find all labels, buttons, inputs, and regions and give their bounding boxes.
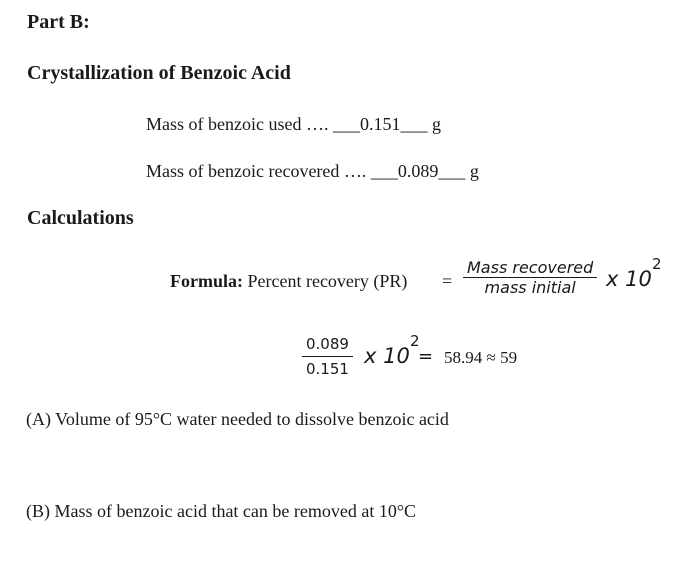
formula-times: x 10 (606, 267, 652, 291)
mass-recovered-value: 0.089 (397, 161, 439, 181)
mass-recovered-blank-before: ___ (370, 161, 398, 181)
formula-exponent: 2 (652, 255, 662, 273)
mass-used-blank-after: ___ (400, 114, 428, 134)
formula-fraction (463, 258, 597, 297)
question-a: (A) Volume of 95°C water needed to dissolve benzoic acid (26, 409, 449, 429)
formula-denominator: mass initial (484, 278, 576, 297)
calc-fraction (302, 335, 353, 378)
formula-multiplier (606, 267, 652, 291)
section-heading: Crystallization of Benzoic Acid (27, 62, 291, 84)
mass-recovered-unit: g (469, 161, 479, 181)
calc-times: x 10 (364, 344, 410, 368)
question-b: (B) Mass of benzoic acid that can be removed at 10°C (26, 501, 417, 521)
formula-numerator: Mass recovered (467, 258, 594, 277)
calc-result: 58.94 ≈ 59 (444, 348, 518, 367)
mass-used-unit: g (431, 114, 441, 134)
mass-used-blank-before: ___ (332, 114, 360, 134)
formula-line (170, 271, 407, 292)
mass-used-label: Mass of benzoic used …. (146, 114, 329, 134)
formula-text: Percent recovery (PR) (242, 271, 408, 291)
part-heading: Part B: (27, 11, 90, 33)
calc-equals: = (418, 346, 434, 367)
mass-used-value: 0.151 (359, 114, 401, 134)
calc-numerator: 0.089 (306, 335, 349, 353)
formula-label: Formula: (170, 271, 243, 291)
calc-multiplier (364, 344, 410, 368)
mass-recovered-line (146, 161, 479, 182)
mass-used-line (146, 114, 441, 135)
calc-denominator: 0.151 (306, 360, 349, 378)
formula-equals: = (442, 271, 453, 291)
mass-recovered-blank-after: ___ (438, 161, 466, 181)
calc-fraction-bar (302, 356, 353, 357)
calculations-heading: Calculations (27, 207, 134, 229)
mass-recovered-label: Mass of benzoic recovered …. (146, 161, 367, 181)
calc-exponent: 2 (410, 332, 420, 350)
